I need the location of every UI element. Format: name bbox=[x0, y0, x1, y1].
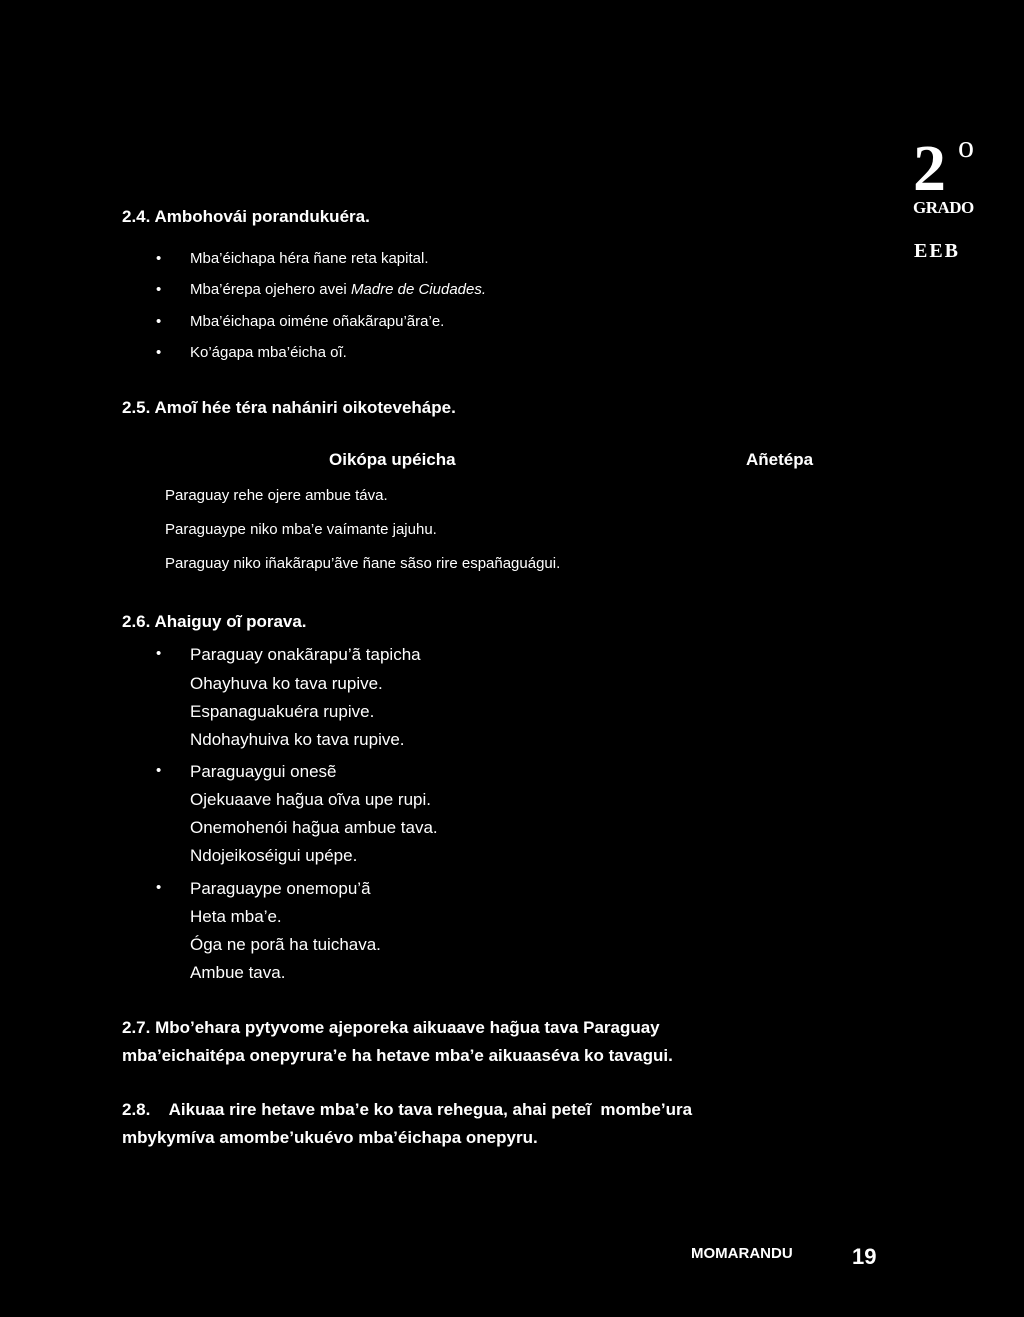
group-lead: • Paraguaygui onesẽ bbox=[190, 762, 337, 782]
section-2-8-line-1: 2.8. Aikuaa rire hetave mba’e ko tava rehegua, ahai peteĩ mombe’ura bbox=[122, 1100, 693, 1119]
table-row: Paraguay niko iñakãrapu’ãve ñane sãso rire españaguágui. bbox=[165, 555, 561, 572]
grade-superscript: o bbox=[958, 128, 974, 164]
group-lead: • Paraguay onakãrapu’ã tapicha bbox=[190, 645, 421, 665]
section-2-4-heading: 2.4. Ambohovái porandukuéra. bbox=[122, 207, 370, 226]
section-2-6-heading: 2.6. Ahaiguy oĩ porava. bbox=[122, 612, 307, 631]
table-header-right: Añetépa bbox=[746, 450, 814, 469]
page-number: 19 bbox=[852, 1244, 877, 1269]
group-option: Ohayhuva ko tava rupive. bbox=[190, 674, 383, 693]
section-2-4-item-text: Mba’érepa ojehero avei bbox=[190, 281, 351, 298]
grade-level: EEB bbox=[914, 240, 961, 262]
group-option: Onemohenói hag̃ua ambue tava. bbox=[190, 818, 438, 837]
group-option: Ndohayhuiva ko tava rupive. bbox=[190, 730, 405, 749]
group-option: Ndojeikoséigui upépe. bbox=[190, 846, 358, 865]
table-header-left: Oikópa upéicha bbox=[329, 450, 456, 469]
section-2-4-item: • Mba’éichapa héra ñane reta kapital. bbox=[190, 250, 429, 267]
section-2-4-item: • Mba’éichapa oiméne oñakãrapu’ãra’e. bbox=[190, 313, 444, 330]
group-option: Óga ne porã ha tuichava. bbox=[190, 935, 381, 954]
grade-number: 2 bbox=[913, 132, 946, 205]
section-2-7-line-2: mba’eichaitépa onepyrura’e ha hetave mba’e aikuaaséva ko tavagui. bbox=[122, 1046, 673, 1065]
group-lead: • Paraguaype onemopu’ã bbox=[190, 879, 371, 899]
section-2-4-item: • Ko’ágapa mba’éicha oĩ. bbox=[190, 344, 347, 361]
group-option: Ojekuaave hag̃ua oĩva upe rupi. bbox=[190, 790, 432, 809]
group-option: Ambue tava. bbox=[190, 963, 286, 982]
table-row: Paraguay rehe ojere ambue táva. bbox=[165, 487, 388, 504]
grade-label: GRADO bbox=[913, 198, 974, 217]
footer-label: MOMARANDU bbox=[691, 1245, 793, 1262]
table-row: Paraguaype niko mba’e vaímante jajuhu. bbox=[165, 521, 437, 538]
group-option: Heta mba’e. bbox=[190, 907, 282, 926]
group-option: Espanaguakuéra rupive. bbox=[190, 702, 375, 721]
section-2-5-heading: 2.5. Amoĩ hée téra nahániri oikotevehápe. bbox=[122, 398, 456, 417]
section-2-7-line-1: 2.7. Mbo’ehara pytyvome ajeporeka aikuaave hag̃ua tava Paraguay bbox=[122, 1018, 660, 1037]
section-2-8-line-2: mbykymíva amombe’ukuévo mba’éichapa onepyru. bbox=[122, 1128, 538, 1147]
section-2-4-item bbox=[190, 281, 486, 298]
section-2-4-item-italic: Madre de Ciudades. bbox=[350, 281, 487, 298]
